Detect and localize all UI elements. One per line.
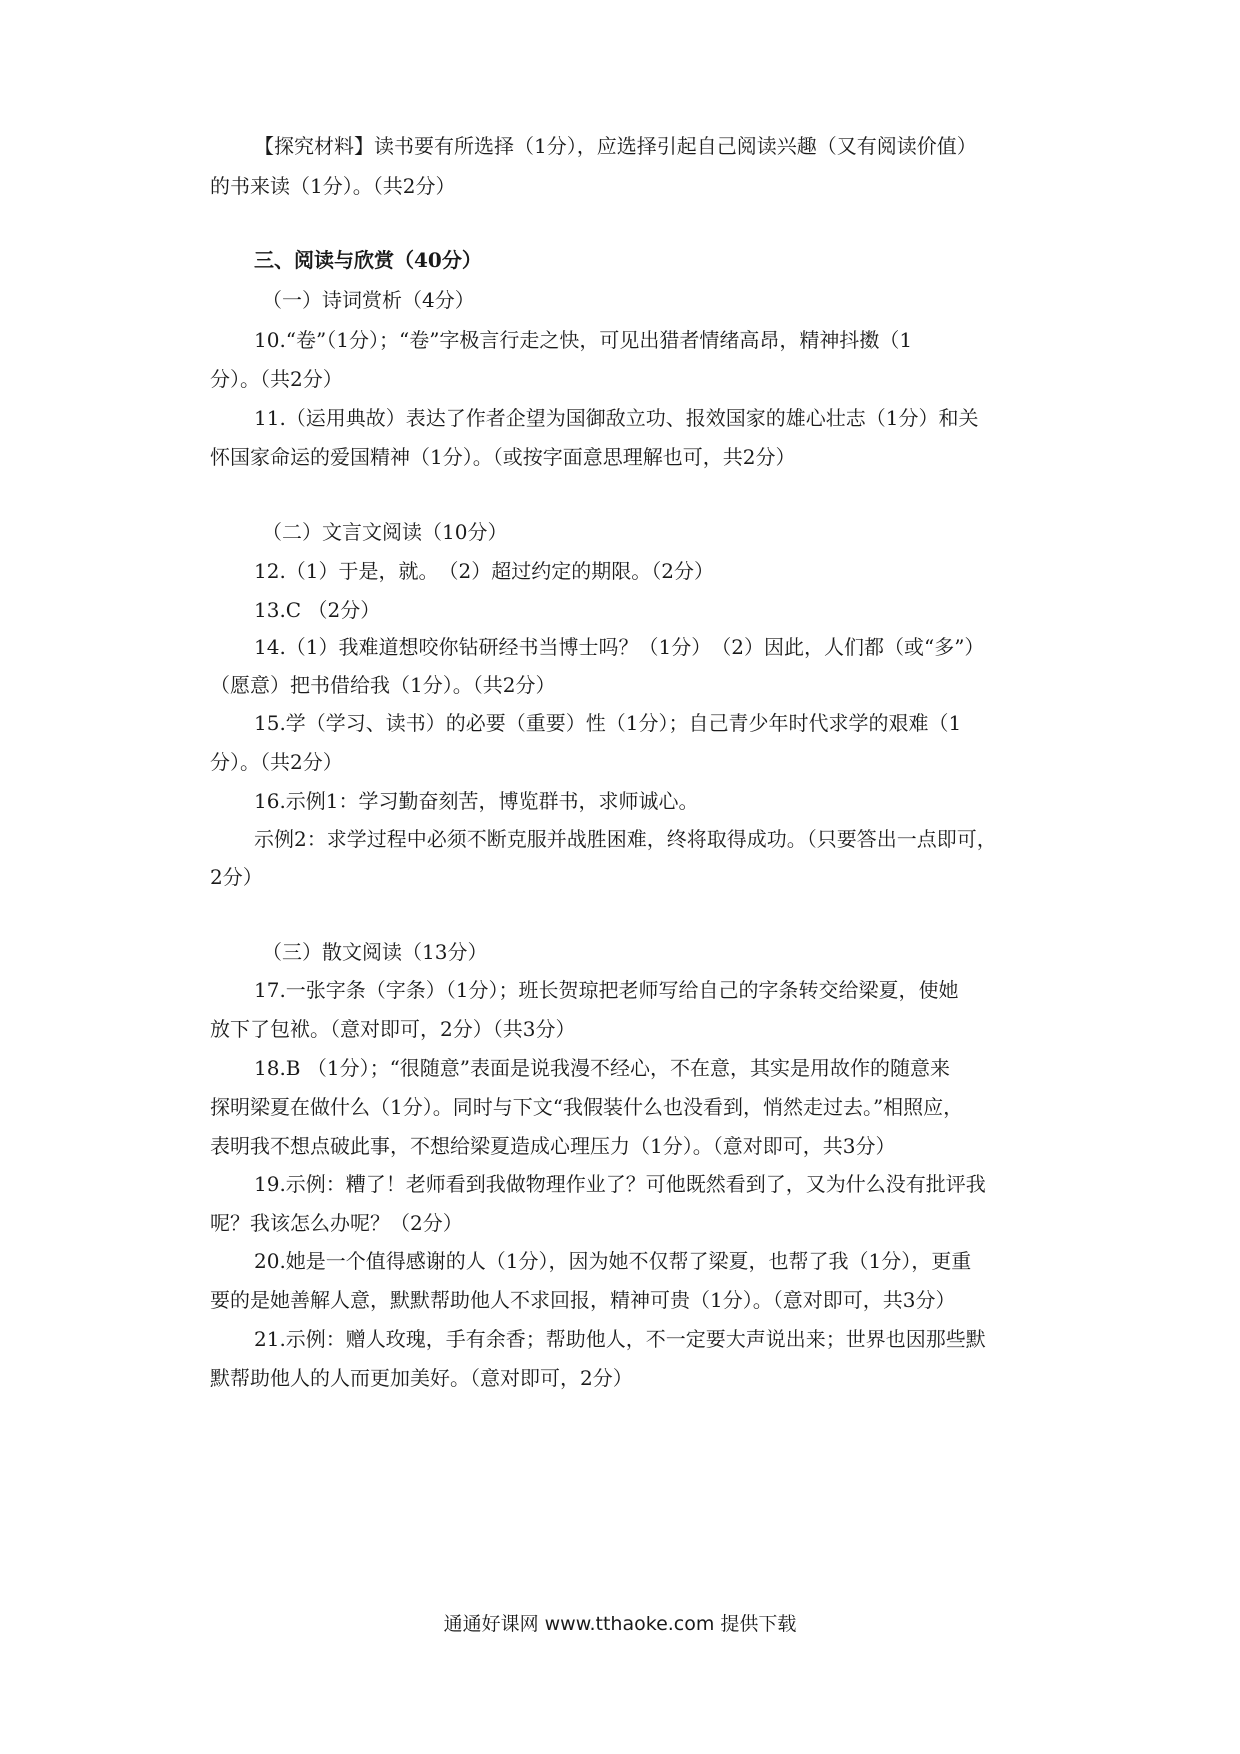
text-line: 探明梁夏在做什么（1分）。同时与下文“我假装什么也没看到，悄然走过去。”相照应， [210, 1095, 964, 1119]
text-line: 分）。（共2分） [210, 750, 343, 774]
text-line: 默帮助他人的人而更加美好。（意对即可，2分） [210, 1366, 633, 1390]
answer-page [210, 0, 1060, 1754]
text-line: 分）。（共2分） [210, 367, 343, 391]
text-line: 17.一张字条（字条）（1分）；班长贺琼把老师写给自己的字条转交给梁夏，使她 [254, 978, 959, 1002]
text-line: 11.（运用典故）表达了作者企望为国御敌立功、报效国家的雄心壮志（1分）和关 [254, 406, 979, 430]
text-line: 18.B （1分）；“很随意”表面是说我漫不经心，不在意，其实是用故作的随意来 [254, 1056, 951, 1080]
text-line: 【探究材料】读书要有所选择（1分），应选择引起自己阅读兴趣（又有阅读价值） [254, 134, 977, 158]
text-line: 21.示例：赠人玫瑰，手有余香；帮助他人，不一定要大声说出来；世界也因那些默 [254, 1327, 986, 1351]
text-line: 2分） [210, 865, 263, 889]
text-line: 10.“卷”（1分）；“卷”字极言行走之快，可见出猎者情绪高昂，精神抖擞（1 [254, 328, 913, 352]
text-line: （愿意）把书借给我（1分）。（共2分） [210, 673, 556, 697]
text-line: 怀国家命运的爱国精神（1分）。（或按字面意思理解也可，共2分） [210, 445, 796, 469]
text-line: 16.示例1：学习勤奋刻苦，博览群书，求师诚心。 [254, 789, 699, 813]
text-line: 呢？我该怎么办呢？（2分） [210, 1211, 463, 1235]
subsection-heading: （三）散文阅读（13分） [262, 940, 488, 964]
subsection-heading: （一）诗词赏析（4分） [262, 288, 475, 312]
text-line: 13.C （2分） [254, 598, 381, 622]
text-line: 15.学（学习、读书）的必要（重要）性（1分）；自己青少年时代求学的艰难（1 [254, 711, 962, 735]
page-footer: 通通好课网 www.tthaoke.com 提供下载 [443, 1613, 797, 1635]
text-line: 示例2：求学过程中必须不断克服并战胜困难，终将取得成功。（只要答出一点即可， [254, 827, 997, 851]
subsection-heading: （二）文言文阅读（10分） [262, 520, 508, 544]
text-line: 表明我不想点破此事，不想给梁夏造成心理压力（1分）。（意对即可，共3分） [210, 1134, 896, 1158]
text-line: 要的是她善解人意，默默帮助他人不求回报，精神可贵（1分）。（意对即可，共3分） [210, 1288, 956, 1312]
text-line: 放下了包袱。（意对即可，2分）（共3分） [210, 1017, 576, 1041]
text-line: 的书来读（1分）。（共2分） [210, 174, 456, 198]
text-line: 20.她是一个值得感谢的人（1分），因为她不仅帮了梁夏，也帮了我（1分），更重 [254, 1249, 972, 1273]
text-line: 14.（1）我难道想咬你钻研经书当博士吗？（1分） （2）因此，人们都（或“多”） [254, 635, 985, 659]
text-line: 19.示例：糟了！老师看到我做物理作业了？可他既然看到了，又为什么没有批评我 [254, 1172, 986, 1196]
section-heading: 三、阅读与欣赏（40分） [254, 248, 482, 272]
text-line: 12.（1）于是，就。 （2）超过约定的期限。（2分） [254, 559, 714, 583]
